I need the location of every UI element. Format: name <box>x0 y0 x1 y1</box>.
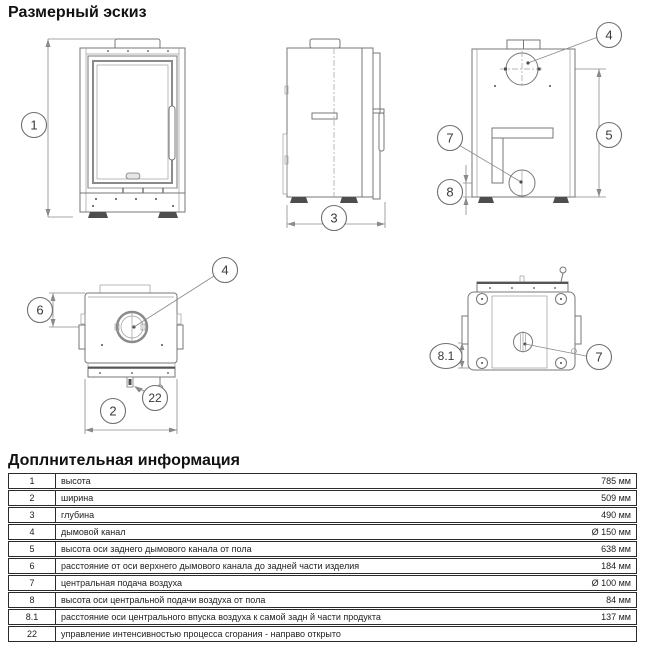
callout-1 <box>22 113 47 138</box>
row-value: 84 мм <box>606 595 631 605</box>
row-description: высота <box>61 476 91 486</box>
row-description: дымовой канал <box>61 527 126 537</box>
bottom-view-drawing <box>428 262 633 402</box>
table-row <box>8 609 637 625</box>
table-row <box>8 507 637 523</box>
back-stove-body <box>472 40 575 203</box>
callout-22-label: 22 <box>148 391 162 405</box>
callout-8-1 <box>430 344 462 369</box>
table-row <box>8 558 637 574</box>
row-description: высота оси заднего дымового канала от пола <box>61 544 252 554</box>
callout-4-label: 4 <box>221 262 229 278</box>
row-number: 1 <box>9 474 56 488</box>
row-value: 638 мм <box>601 544 631 554</box>
row-number: 3 <box>9 508 56 522</box>
table-row <box>8 473 637 489</box>
table-row <box>8 592 637 608</box>
table-row <box>8 524 637 540</box>
callout-4-label: 4 <box>605 27 613 43</box>
callout-2-label: 2 <box>109 403 117 419</box>
door-handle <box>169 106 175 160</box>
row-number: 2 <box>9 491 56 505</box>
callout-6-label: 6 <box>36 302 44 318</box>
table-row <box>8 575 637 591</box>
callout-3-label: 3 <box>330 210 338 226</box>
row-value: 509 мм <box>601 493 631 503</box>
row-description: ширина <box>61 493 94 503</box>
table-row <box>8 541 637 557</box>
callout-2 <box>101 399 126 424</box>
row-value: Ø 100 мм <box>591 578 631 588</box>
info-table <box>8 473 637 643</box>
stove-foot <box>478 197 494 203</box>
row-description: глубина <box>61 510 95 520</box>
stove-foot <box>340 197 358 203</box>
stove-foot <box>88 212 108 218</box>
info-title: Доплнительная информация <box>8 452 240 469</box>
top-view-drawing <box>22 248 240 440</box>
callout-7-bottom <box>587 345 612 370</box>
top-stove-body <box>79 285 183 390</box>
callout-7-back <box>438 126 463 151</box>
row-value: 184 мм <box>601 561 631 571</box>
control-rod-knob <box>560 267 566 273</box>
callout-7-label: 7 <box>446 130 454 146</box>
back-view-drawing <box>438 20 643 220</box>
callout-4-back <box>597 23 622 48</box>
row-value: 490 мм <box>601 510 631 520</box>
stove-foot <box>553 197 569 203</box>
stove-foot <box>158 212 178 218</box>
table-row <box>8 490 637 506</box>
callout-8-1-label: 8.1 <box>437 349 455 363</box>
row-description: расстояние от оси верхнего дымового канала до задней части изделия <box>61 561 360 571</box>
row-value: 785 мм <box>601 476 631 486</box>
row-value: Ø 150 мм <box>591 527 631 537</box>
callout-8-label: 8 <box>446 184 454 200</box>
side-stove-body <box>283 39 384 203</box>
callout-1-label: 1 <box>30 117 38 133</box>
row-description: центральная подача воздуха <box>61 578 183 588</box>
callout-7-label: 7 <box>595 349 603 365</box>
bottom-stove-body <box>462 267 581 370</box>
row-value: 137 мм <box>601 612 631 622</box>
page-title: Размерный эскиз <box>8 4 147 21</box>
row-number: 5 <box>9 542 56 556</box>
row-number: 8 <box>9 593 56 607</box>
row-number: 22 <box>9 627 56 641</box>
flue-collar <box>310 39 340 48</box>
callout-4-top <box>213 258 238 283</box>
callout-5-label: 5 <box>605 127 613 143</box>
row-description: расстояние оси центрального впуска воздуха к самой задн й части продукта <box>61 612 381 622</box>
row-number: 7 <box>9 576 56 590</box>
front-stove-body <box>80 39 185 218</box>
callout-5 <box>597 123 622 148</box>
row-description: управление интенсивностью процесса сгорания - направо открыто <box>61 629 341 639</box>
front-view-drawing <box>18 26 213 226</box>
brand-plate <box>126 173 140 179</box>
callout-6 <box>28 298 53 323</box>
row-description: высота оси центральной подачи воздуха от пола <box>61 595 266 605</box>
callout-8 <box>438 180 463 205</box>
callout-3 <box>322 206 347 231</box>
side-view-drawing <box>272 26 407 231</box>
row-number: 6 <box>9 559 56 573</box>
stove-foot <box>290 197 308 203</box>
row-number: 4 <box>9 525 56 539</box>
table-row <box>8 626 637 642</box>
callout-22 <box>143 386 168 411</box>
row-number: 8.1 <box>9 610 56 624</box>
